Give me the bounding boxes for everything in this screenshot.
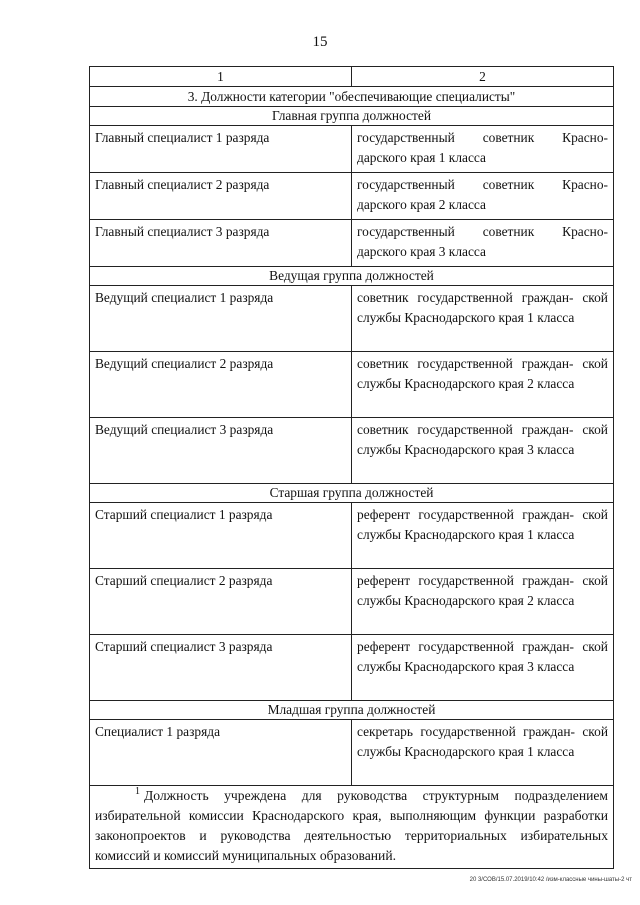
table-row	[90, 418, 614, 484]
footer-stamp: 20 3/СОВ/15.07.2019/10:42 /изм-классные чины-шаты-2 чт	[469, 877, 632, 883]
rank-line: ской службы Краснодарского края	[357, 639, 608, 674]
group-header-row	[90, 701, 614, 720]
rank-cell	[352, 173, 614, 220]
rank-cell	[352, 286, 614, 352]
table-row	[90, 720, 614, 786]
rank-line: ской службы Краснодарского края	[357, 507, 608, 542]
rank-line: ской службы Краснодарского края	[357, 724, 608, 759]
rank-line: референт государственной граждан-	[357, 639, 574, 654]
position-cell: Ведущий специалист 3 разряда	[90, 418, 352, 484]
rank-line: 2 класса	[527, 376, 575, 391]
table-row	[90, 569, 614, 635]
table-row	[90, 503, 614, 569]
position-cell: Специалист 1 разряда	[90, 720, 352, 786]
footnote-text: Должность учреждена для руководства структурным подразделением избирательной комиссии Краснодарского края, выполняющим функции разработки законопроектов и руководства деятельностью территориальных избирательных комиссий и комиссий муниципальных образований.	[95, 788, 608, 863]
position-cell: Старший специалист 3 разряда	[90, 635, 352, 701]
position-cell: Главный специалист 1 разряда	[90, 126, 352, 173]
column-number-2: 2	[352, 67, 614, 87]
section-header-row	[90, 87, 614, 107]
page-number: 15	[312, 34, 328, 50]
rank-line: 3 класса	[527, 442, 575, 457]
table-row	[90, 220, 614, 267]
group-title: Ведущая группа должностей	[90, 267, 614, 286]
rank-line: ской службы Краснодарского края	[357, 290, 608, 325]
rank-line: 1 класса	[527, 744, 575, 759]
position-cell: Главный специалист 3 разряда	[90, 220, 352, 267]
rank-line: ской службы Краснодарского края	[357, 573, 608, 608]
group-title: Главная группа должностей	[90, 107, 614, 126]
column-number-row	[90, 67, 614, 87]
rank-line: ской службы Краснодарского края	[357, 422, 608, 457]
rank-cell	[352, 635, 614, 701]
position-cell: Старший специалист 1 разряда	[90, 503, 352, 569]
group-title: Старшая группа должностей	[90, 484, 614, 503]
rank-line: референт государственной граждан-	[357, 573, 574, 588]
rank-cell	[352, 352, 614, 418]
rank-cell	[352, 503, 614, 569]
rank-line: референт государственной граждан-	[357, 507, 574, 522]
position-cell: Ведущий специалист 1 разряда	[90, 286, 352, 352]
rank-cell	[352, 418, 614, 484]
rank-line: государственный советник Красно-	[357, 177, 608, 192]
group-header-row	[90, 107, 614, 126]
rank-line: ской службы Краснодарского края	[357, 356, 608, 391]
rank-line: 2 класса	[527, 593, 575, 608]
rank-cell	[352, 126, 614, 173]
group-title: Младшая группа должностей	[90, 701, 614, 720]
rank-line: 1 класса	[527, 527, 575, 542]
footnote-mark: 1	[135, 786, 140, 798]
rank-cell	[352, 569, 614, 635]
position-cell: Старший специалист 2 разряда	[90, 569, 352, 635]
rank-line: советник государственной граждан-	[357, 356, 574, 371]
rank-line: государственный советник Красно-	[357, 224, 608, 239]
column-number-1: 1	[90, 67, 352, 87]
group-header-row	[90, 484, 614, 503]
rank-line: дарского края 1 класса	[357, 150, 486, 165]
table-row	[90, 352, 614, 418]
rank-line: государственный советник Красно-	[357, 130, 608, 145]
table-row	[90, 126, 614, 173]
footnote-row	[90, 786, 614, 869]
table-row	[90, 286, 614, 352]
table-row	[90, 173, 614, 220]
rank-line: 3 класса	[527, 659, 575, 674]
ranks-table	[89, 66, 614, 869]
rank-cell	[352, 720, 614, 786]
rank-line: советник государственной граждан-	[357, 290, 574, 305]
rank-line: дарского края 3 класса	[357, 244, 486, 259]
rank-line: дарского края 2 класса	[357, 197, 486, 212]
position-cell: Ведущий специалист 2 разряда	[90, 352, 352, 418]
position-cell: Главный специалист 2 разряда	[90, 173, 352, 220]
rank-line: секретарь государственной граждан-	[357, 724, 575, 739]
rank-cell	[352, 220, 614, 267]
rank-line: советник государственной граждан-	[357, 422, 574, 437]
rank-line: 1 класса	[527, 310, 575, 325]
footnote	[90, 786, 614, 869]
table-row	[90, 635, 614, 701]
section-title: 3. Должности категории "обеспечивающие специалисты"	[90, 87, 614, 107]
group-header-row	[90, 267, 614, 286]
